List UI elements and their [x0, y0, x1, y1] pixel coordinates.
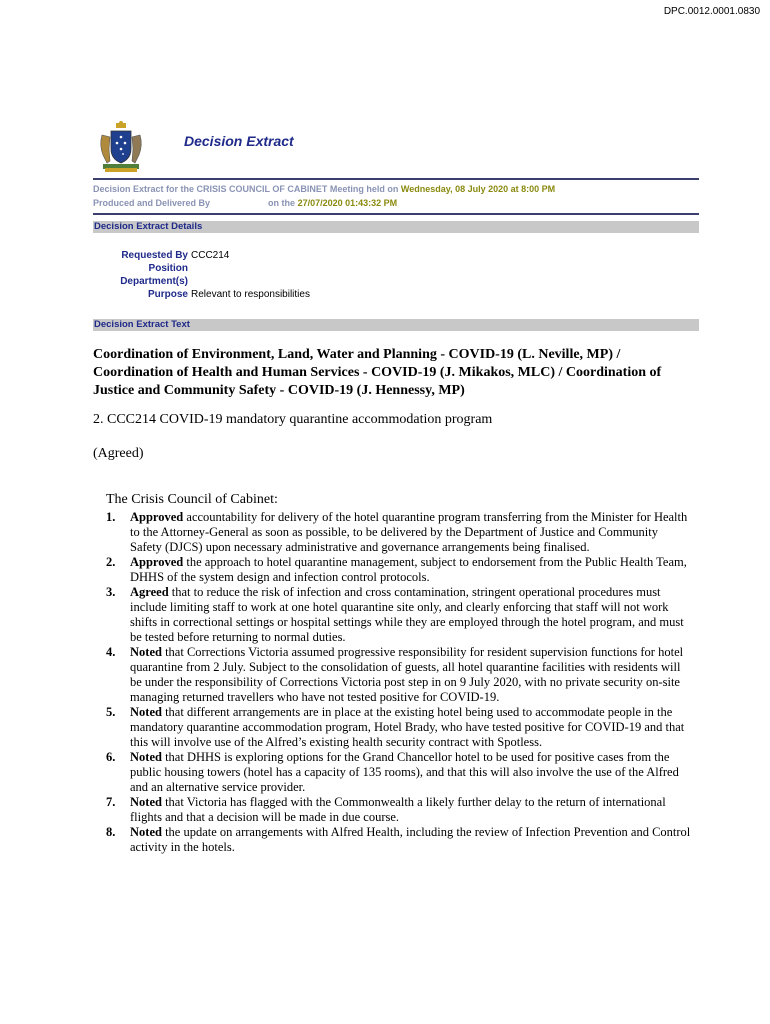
decision-item: [93, 585, 693, 645]
details-section-header: Decision Extract Details: [93, 221, 699, 233]
decision-status: (Agreed): [93, 446, 144, 461]
decision-item: [93, 825, 693, 855]
decision-list: [93, 510, 693, 855]
decision-text: that Victoria has flagged with the Commonwealth a likely further delay to the return of international flights and that a decision will be made in due course.: [130, 795, 666, 824]
requested-by-value: CCC214: [191, 250, 230, 261]
text-section-header: Decision Extract Text: [93, 319, 699, 331]
department-row: [93, 275, 393, 288]
decision-keyword: Approved: [130, 555, 184, 569]
decision-text: that Corrections Victoria assumed progressive responsibility for resident supervision functions for hotel quarantine from 2 July. Subject to the consolidation of guests, all hotel quarantine facilities with residents will be under the responsibility of Corrections Victoria post step in on 9 July 2020, with no private security on-site managing returned travellers who have not tested positive for COVID-19.: [130, 645, 684, 704]
decision-item: [93, 705, 693, 750]
decision-keyword: Noted: [130, 705, 162, 719]
decision-text: that different arrangements are in place at the existing hotel being used to accommodate people in the mandatory quarantine accommodation program, Hotel Brady, who have tested positive for COVID-19 and that this will involve use of the Alfred’s existing health security contract with Spotless.: [130, 705, 685, 749]
crest-supporter-right: [132, 135, 141, 163]
decision-number: 8.: [106, 825, 116, 839]
decision-number: 6.: [106, 750, 116, 764]
decision-text: the approach to hotel quarantine management, subject to endorsement from the Public Health Team, DHHS of the system design and infection control protocols.: [130, 555, 687, 584]
decision-item: [93, 510, 693, 555]
decision-keyword: Noted: [130, 825, 162, 839]
decision-number: 5.: [106, 705, 116, 719]
meeting-date: Wednesday, 08 July 2020 at 8:00 PM: [400, 184, 556, 194]
header-divider: [93, 178, 699, 180]
page-title: Decision Extract: [184, 133, 294, 149]
purpose-label: Purpose: [147, 289, 188, 300]
meta-divider: [93, 213, 699, 215]
details-block: [93, 249, 393, 301]
decision-number: 1.: [106, 510, 116, 524]
coat-of-arms-icon: [97, 121, 145, 173]
decision-keyword: Noted: [130, 645, 162, 659]
meeting-line: [93, 184, 555, 194]
produced-prefix: Produced and Delivered By: [93, 198, 211, 208]
decision-item: [93, 555, 693, 585]
decision-keyword: Agreed: [130, 585, 169, 599]
council-intro: The Crisis Council of Cabinet:: [106, 492, 278, 507]
decision-item: [93, 750, 693, 795]
meeting-prefix: Decision Extract for the CRISIS COUNCIL OF CABINET Meeting held on: [93, 184, 399, 194]
produced-on: on the: [268, 198, 296, 208]
decision-text: accountability for delivery of the hotel quarantine program transferring from the Minister for Health to the Attorney-General as soon as possible, to be delivered by the Department of Justice and Community Safety (DJCS) upon necessary administrative and governance arrangements being finalised.: [130, 510, 688, 554]
position-row: [93, 262, 393, 275]
crest-motto: [105, 168, 137, 172]
decision-text: that DHHS is exploring options for the Grand Chancellor hotel to be used for positive cases from the public housing towers (hotel has a capacity of 135 rooms), and that this will also involve the use of the Alfred and an alternative service provider.: [130, 750, 679, 794]
produced-line: [93, 198, 397, 208]
document-reference: DPC.0012.0001.0830: [663, 6, 760, 17]
decision-number: 2.: [106, 555, 116, 569]
requested-by-row: [93, 249, 393, 262]
crest-crown: [116, 121, 126, 128]
item-title: 2. CCC214 COVID-19 mandatory quarantine accommodation program: [93, 412, 493, 427]
crest-supporter-left: [101, 135, 110, 163]
decision-keyword: Approved: [130, 510, 184, 524]
produced-date: 27/07/2020 01:43:32 PM: [297, 198, 398, 208]
decision-item: [93, 645, 693, 705]
purpose-value: Relevant to responsibilities: [191, 289, 310, 300]
decision-text: the update on arrangements with Alfred Health, including the review of Infection Prevention and Control activity in the hotels.: [130, 825, 691, 854]
decision-number: 7.: [106, 795, 116, 809]
decision-keyword: Noted: [130, 795, 162, 809]
position-label: Position: [148, 263, 188, 274]
decision-heading: Coordination of Environment, Land, Water and Planning - COVID-19 (L. Neville, MP) / Coordination of Health and Human Services - COVID-19 (J. Mikakos, MLC) / Coordination of Justice and Community Safety - COVID-19 (J. Hennessy, MP): [93, 347, 662, 398]
decision-text: that to reduce the risk of infection and cross contamination, stringent operational procedures must include limiting staff to work at one hotel quarantine site only, and clearly enforcing that staff will not work shifts in correctional settings or hospital settings while they are employed through the hotel program, and must be tested before returning to normal duties.: [130, 585, 684, 644]
department-label: Department(s): [120, 276, 188, 287]
requested-by-label: Requested By: [121, 250, 188, 261]
decision-number: 3.: [106, 585, 116, 599]
decision-item: [93, 795, 693, 825]
decision-keyword: Noted: [130, 750, 162, 764]
decision-number: 4.: [106, 645, 116, 659]
purpose-row: [93, 288, 393, 301]
